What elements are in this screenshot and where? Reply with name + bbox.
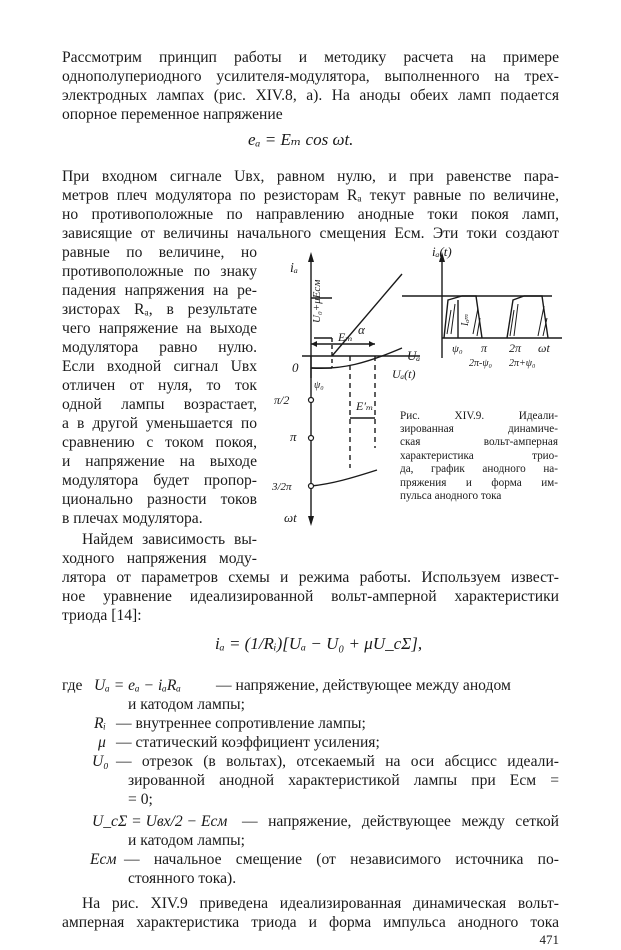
pi-half-label: π/2: [274, 393, 290, 407]
para1-line-2: однополупериодного усилителя-модулятора, выполненного на трех-: [62, 68, 559, 85]
def-text: и катодом лампы;: [128, 696, 245, 713]
para1-line-4: опорное переменное напряжение: [62, 106, 283, 123]
pi-label: π: [290, 429, 297, 444]
def-text: — напряжение, действующее между анодом: [216, 677, 511, 694]
narrow-line: Если входной сигнал Uвх: [62, 358, 257, 375]
caption-line: характеристика трио-: [400, 450, 558, 462]
two-pi-minus-psi0-label: 2π-ψ₀: [469, 358, 493, 369]
para2-line-4: зависящие от величины начального смещения Eсм. Эти токи создают: [62, 225, 559, 242]
em-label: Eₘ: [338, 330, 353, 344]
para3-line-1: лятора от параметров схемы и режима работы. Используем извест-: [62, 569, 559, 586]
omega-t-left-label: ωt: [284, 510, 297, 525]
para2-line-3: но противоположные по направлению анодные токи покоя ламп,: [62, 206, 559, 223]
def-text: — напряжение, действующее между сеткой: [242, 813, 559, 830]
para3-line-3: триода [14]:: [62, 607, 142, 624]
narrow-line: ционально разности токов: [62, 491, 257, 508]
narrow-line: зисторах Rₐ, в результате: [62, 301, 257, 318]
para2-line-2: метров плеч модулятора по резисторам Rₐ текут равные по величине,: [62, 187, 559, 204]
iam-label: Iₐₘ: [460, 313, 471, 326]
narrow-line: и напряжение на выходе: [62, 453, 257, 470]
para2-line-1: При входном сигнале Uвх, равном нулю, и при равенстве пара-: [62, 168, 559, 185]
psi0-b-label: ψ₀: [452, 343, 463, 355]
narrow-line: чего напряжение на выходе: [62, 320, 257, 337]
caption-line: пряжения и форма им-: [400, 477, 558, 489]
ua-t-curve: [311, 348, 402, 368]
def-text: и катодом лампы;: [128, 832, 245, 849]
para4-line-2: амперная характеристика триода и форма импульса анодного тока: [62, 914, 559, 931]
def-text: зированной анодной характеристикой лампы при Eсм =: [128, 772, 559, 789]
where-word: где: [62, 677, 83, 694]
def-symbol: U₀: [92, 753, 109, 770]
narrow-line: Найдем зависимость вы-: [82, 531, 257, 548]
alpha-label: α: [358, 322, 365, 337]
narrow-line: одной лампы возрастает,: [62, 396, 257, 413]
narrow-line: модулятора будет пропор-: [62, 472, 257, 489]
def-text: — статический коэффициент усиления;: [116, 734, 380, 751]
page-number: 471: [539, 932, 559, 947]
ua-t-label: Uₐ(t): [392, 367, 416, 381]
narrow-line: ходного напряжения моду-: [62, 550, 257, 567]
narrow-line: равные по величине, но: [62, 244, 257, 261]
def-symbol: μ: [98, 734, 106, 751]
caption-line: пульса анодного тока: [400, 490, 502, 502]
def-text: стоянного тока).: [128, 870, 237, 887]
equation-ia: iₐ = (1/Rᵢ)[Uₐ − U₀ + μU_cΣ],: [215, 634, 423, 653]
def-text: — начальное смещение (от независимого источника по-: [124, 851, 559, 868]
def-text: — отрезок (в вольтах), отсекаемый на оси абсцисс идеали-: [116, 753, 559, 770]
def-text: = 0;: [128, 791, 153, 808]
equation-ea: eₐ = Eₘ cos ωt.: [248, 130, 354, 149]
def-symbol: Rᵢ: [94, 715, 106, 732]
caption-line: ская вольт-амперная: [400, 436, 558, 448]
narrow-line: сравнению с током покоя,: [62, 434, 257, 451]
para4-line-1: На рис. XIV.9 приведена идеализированная динамическая вольт-: [82, 895, 559, 912]
zero-label: 0: [292, 360, 299, 375]
caption-line: зированная динамиче-: [400, 423, 558, 435]
u0-mu-ecm-label: U₀+μEсм: [311, 279, 323, 323]
caption-line: Рис. XIV.9. Идеали-: [400, 410, 558, 422]
narrow-line: падения напряжения на ре-: [62, 282, 257, 299]
psi0-label: ψ₀: [314, 380, 324, 391]
em-prime-label: E′ₘ: [356, 399, 374, 413]
pi-b-label: π: [481, 341, 488, 355]
para1-line-3: электродных лампах (рис. XIV.8, а). На аноды обеих ламп подается: [62, 87, 559, 104]
two-pi-plus-psi0-label: 2π+ψ₀: [509, 358, 536, 369]
omega-t-right-label: ωt: [538, 341, 550, 355]
narrow-line: а в другой уменьшается по: [62, 415, 257, 432]
def-symbol: Uₐ = eₐ − iₐRₐ: [94, 677, 181, 694]
caption-line: да, график анодного на-: [400, 463, 558, 475]
three-pi-half-label: 3/2π: [272, 481, 292, 493]
two-pi-label: 2π: [509, 341, 522, 355]
narrow-line: отличен от нуля, то ток: [62, 377, 257, 394]
narrow-line: в плечах модулятора.: [62, 510, 203, 527]
def-symbol: U_cΣ = Uвх/2 − Eсм: [92, 813, 228, 830]
def-text: — внутреннее сопротивление лампы;: [116, 715, 366, 732]
narrow-line: модулятора равно нулю.: [62, 339, 257, 356]
lower-curve: [311, 470, 377, 486]
ia-t-label: iₐ(t): [432, 244, 452, 259]
para3-line-2: ное уравнение идеализированной вольт-амперной характеристики: [62, 588, 559, 605]
def-symbol: Eсм: [90, 851, 117, 868]
ua-label: Uₐ: [407, 348, 421, 363]
ia-label: iₐ: [290, 261, 298, 276]
para1-line-1: Рассмотрим принцип работы и методику расчета на примере: [62, 49, 559, 66]
narrow-line: противоположные по знаку: [62, 263, 257, 280]
